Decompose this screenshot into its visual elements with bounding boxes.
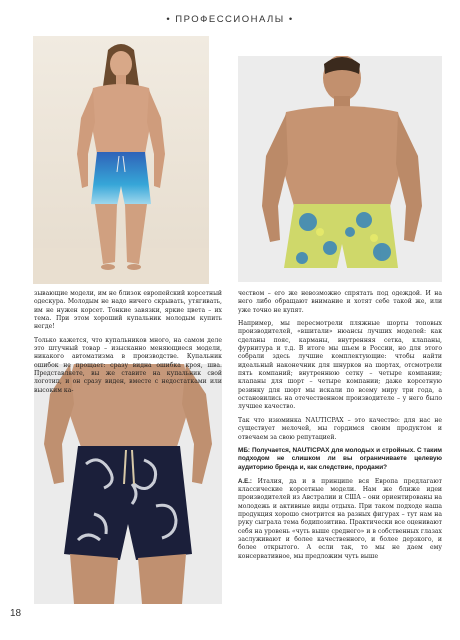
paragraph: Так что изюминка NAUTICPAX – это качество: для нас не существует мелочей, мы гордимся своим продуктом и отвечаем за свою репутацией. [238, 416, 442, 441]
right-text-column [238, 290, 442, 566]
interview-answer [238, 478, 442, 561]
left-text-column [34, 290, 222, 400]
interview-question [238, 447, 442, 473]
paragraph: зывающие модели, им не близок европейский корсетный одескура. Молодым не надо ничего скрывать, утягивать, им не нужен корсет. Тонкие завязки, яркие цвета – их тема. При этом хороший купальник молодым купить негде! [34, 290, 222, 331]
paragraph: Например, мы пересмотрели пляжные шорты топовых производителей, «вшитали» нюансы лучших моделей: как сделаны пояс, карманы, внутренняя сетка, клапаны, фурнитура и т.д. В итоге мы шьем в России, но для этого собрали здесь лучшие комплектующие: чтобы найти идеальный наконечник для шнурков на шортах, отсмотрели пять компаний; внутреннюю сетку – четыре компании; клапаны для шорт – четыре компании; даже корсетную резинку для шорт мы искали по всему миру три года, а остановились на отечественном производителе – у него было лучшее качество. [238, 320, 442, 411]
paragraph: Только кажется, что купальников много, на самом деле это штучный товар – изысканно меняющиеся модели, никакого автоматизма в производстве. Купальник ошибок не прощает: сразу видна ошибка кроя, шва. Представляете, вы же ставите на купальник свой логотип, и он сразу виден, вместе с недостатками или высоким ка- [34, 336, 222, 394]
question-label: МБ: [238, 446, 251, 454]
answer-text: Италия, да и в принципе вся Европа предлагают классические корсетные модели. Нам же ближе идеи производителей из Австралии и США – они ориентированы на молодежь и активные виды отдыха. При таком подходе наша продукция хорошо смотрится на разных фигурах – тут нам на руку сыграла тема бодипозитива. Практически все оценивают себя на уровень «чуть выше среднего» и в собственных глазах заслуживают и более качественного, и более дерзкого, и более открытого. А если так, то мы не даем ему консервативное, мы предложим чуть выше [238, 477, 442, 560]
section-header: • ПРОФЕССИОНАЛЫ • [166, 14, 294, 25]
photo-blue-shorts [33, 36, 209, 284]
page-number: 18 [10, 608, 22, 619]
photo-patterned-shorts [238, 56, 442, 282]
paragraph: чеством – его же невозможно спрятать под одеждой. И на него либо обращают вниманиe и хотят себе такой же, или уже точно не купят. [238, 290, 442, 314]
answer-label: А.Е.: [238, 477, 252, 485]
question-text: Получается, NAUTICPAX для молодых и стройных. С таким подходом не слишком ли вы ограничиваете целевую аудиторию бренда и, как следствие, продажи? [238, 446, 442, 472]
